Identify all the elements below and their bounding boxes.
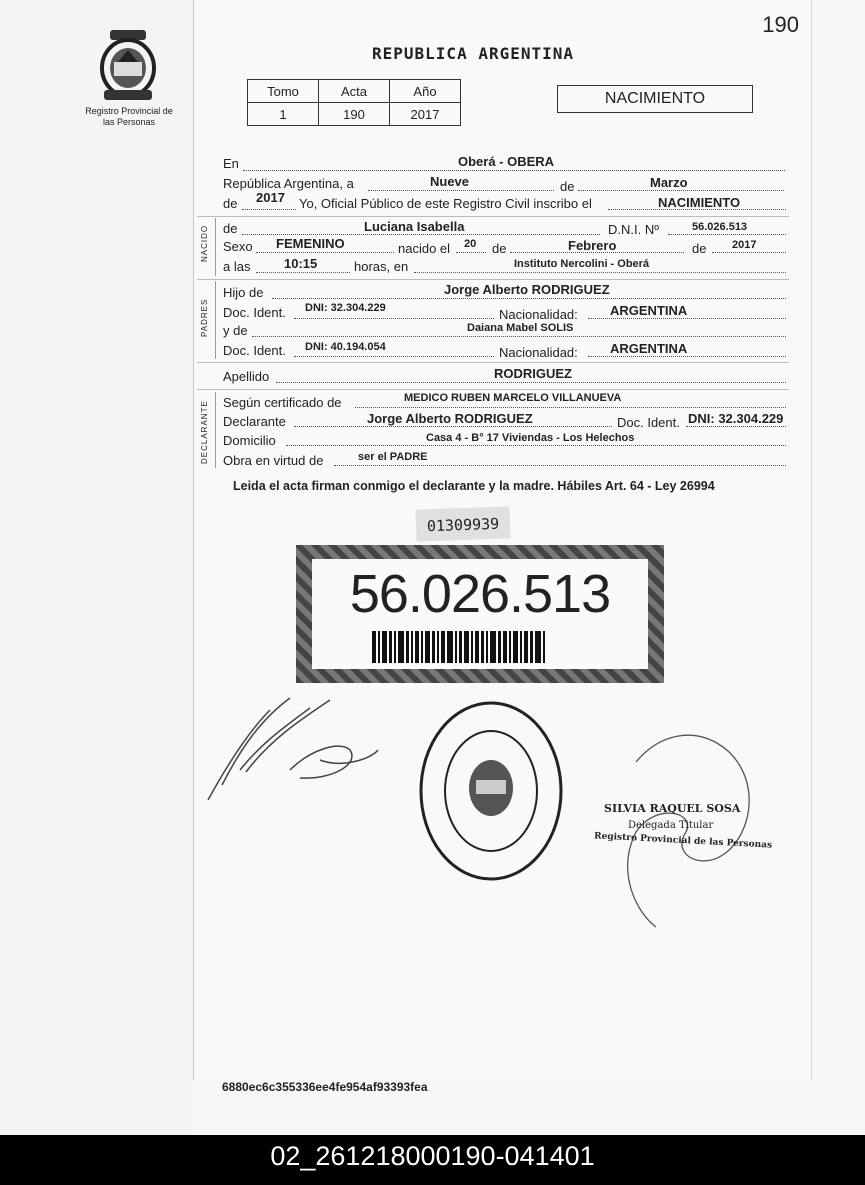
dia-nacido: 20 (464, 238, 477, 250)
apellido-value: RODRIGUEZ (494, 366, 572, 381)
domicilio-value: Casa 4 - B° 17 Viviendas - Los Helechos (426, 432, 635, 444)
table-row (248, 103, 461, 126)
official-org: Registro Provincial de las Personas (593, 831, 773, 851)
control-number-stub: 01309939 (415, 506, 510, 541)
dotted-line (668, 234, 786, 235)
nacionalidad-label: Nacionalidad: (499, 307, 578, 322)
table-header-cell: Año (390, 80, 461, 103)
hora-nacido: 10:15 (284, 256, 318, 271)
left-margin (0, 0, 193, 1135)
dotted-line (242, 209, 296, 210)
table-header-cell: Acta (319, 80, 390, 103)
de-label: de (223, 221, 238, 236)
declarant-signature-icon (200, 690, 390, 810)
declarante-section-tab (197, 392, 216, 468)
document-title: REPUBLICA ARGENTINA (372, 44, 575, 63)
declarante-doc: DNI: 32.304.229 (688, 411, 784, 426)
en-value: Oberá - OBERA (458, 154, 555, 169)
en-label: En (223, 156, 239, 171)
barcode-icon (372, 631, 592, 663)
section-divider (197, 279, 789, 280)
dotted-line (272, 298, 786, 299)
table-header-row (248, 80, 461, 103)
act-type-box: NACIMIENTO (557, 85, 753, 113)
declarante-label: Declarante (223, 414, 286, 429)
madre-nacionalidad: ARGENTINA (610, 341, 688, 356)
de-label: de (492, 241, 507, 256)
dotted-line (588, 356, 786, 357)
dni-label: D.N.I. Nº (608, 222, 659, 237)
dotted-line (294, 426, 612, 427)
madre-doc: DNI: 40.194.054 (305, 341, 386, 353)
dni-nacido: 56.026.513 (692, 221, 748, 233)
dotted-line (368, 190, 554, 191)
dotted-line (294, 318, 494, 319)
obra-label: Obra en virtud de (223, 453, 324, 468)
oficial-label: Yo, Oficial Público de este Registro Civil inscribo el (299, 196, 592, 211)
padre-nombre: Jorge Alberto RODRIGUEZ (444, 282, 610, 297)
certificado-label: Según certificado de (223, 395, 342, 410)
de-label: de (560, 179, 575, 194)
province-crest-logo (96, 28, 160, 104)
mes-value: Marzo (650, 175, 688, 190)
dotted-line (334, 465, 786, 466)
de2-label: de (223, 196, 238, 211)
doc-label: Doc. Ident. (223, 305, 286, 320)
registry-seal-icon (418, 700, 564, 882)
certificado-value: MEDICO RUBEN MARCELO VILLANUEVA (404, 392, 622, 404)
declarante-section-label: DECLARANTE (200, 400, 209, 464)
horas-en-label: horas, en (354, 259, 409, 274)
dni-sticker (296, 545, 664, 683)
dotted-line (588, 318, 786, 319)
mes-nacido: Febrero (568, 238, 617, 253)
dotted-line (414, 272, 786, 273)
padres-section-label: PADRES (200, 298, 209, 337)
dotted-line (252, 336, 786, 337)
inscribo-value: NACIMIENTO (658, 195, 741, 210)
dotted-line (712, 252, 786, 253)
padres-section-tab (197, 281, 216, 359)
padre-doc: DNI: 32.304.229 (305, 302, 386, 314)
dotted-line (242, 234, 600, 235)
hijo-de-label: Hijo de (223, 285, 264, 300)
sexo-value: FEMENINO (276, 236, 345, 251)
dotted-line (276, 382, 786, 383)
domicilio-label: Domicilio (223, 433, 276, 448)
table-cell: 1 (248, 103, 319, 126)
dotted-line (355, 407, 786, 408)
anio-value: 2017 (256, 190, 285, 205)
dotted-line (256, 272, 350, 273)
declarante-nombre: Jorge Alberto RODRIGUEZ (367, 411, 533, 426)
nacido-section-tab (197, 218, 216, 276)
doc-label: Doc. Ident. (223, 343, 286, 358)
nacionalidad-label: Nacionalidad: (499, 345, 578, 360)
dotted-line (578, 190, 784, 191)
dotted-line (294, 356, 494, 357)
dotted-line (243, 170, 785, 171)
madre-nombre: Daiana Mabel SOLIS (467, 322, 574, 334)
page-number: 190 (762, 12, 799, 37)
nacido-section-label: NACIDO (200, 224, 209, 262)
anio-nacido: 2017 (732, 239, 757, 251)
apellido-label: Apellido (223, 369, 270, 384)
dni-sticker-number: 56.026.513 (349, 564, 611, 624)
section-divider (197, 362, 789, 363)
table-header-cell: Tomo (248, 80, 319, 103)
obra-value: ser el PADRE (358, 451, 428, 463)
republica-label: República Argentina, a (223, 176, 354, 191)
dia-value: Nueve (430, 174, 470, 189)
a-las-label: a las (223, 259, 251, 274)
dotted-line (256, 252, 394, 253)
y-de-label: y de (223, 323, 248, 338)
nacido-el-label: nacido el (398, 241, 451, 256)
lugar-nacido: Instituto Nercolini - Oberá (514, 258, 650, 270)
section-divider (197, 216, 789, 217)
official-name: SILVIA RAQUEL SOSA (604, 802, 741, 815)
document-hash: 6880ec6c355336ee4fe954af93393fea (222, 1080, 428, 1094)
de-label: de (692, 241, 707, 256)
padre-nacionalidad: ARGENTINA (610, 303, 688, 318)
closing-statement: Leida el acta firman conmigo el declarante y la madre. Hábiles Art. 64 - Ley 26994 (233, 479, 715, 493)
doc-label: Doc. Ident. (617, 415, 680, 430)
official-role: Delegada Titular (628, 820, 714, 831)
registry-table (247, 79, 461, 126)
nombre-nacido: Luciana Isabella (364, 219, 465, 234)
table-cell: 190 (319, 103, 390, 126)
sexo-label: Sexo (223, 239, 253, 254)
logo-caption: Registro Provincial de las Personas (85, 106, 173, 127)
table-cell: 2017 (390, 103, 461, 126)
dotted-line (286, 445, 786, 446)
dni-sticker-inner (312, 559, 648, 669)
footer-code-bar: 02_261218000190-041401 (0, 1135, 865, 1185)
dotted-line (456, 252, 486, 253)
section-divider (197, 389, 789, 390)
dotted-line (686, 426, 786, 427)
